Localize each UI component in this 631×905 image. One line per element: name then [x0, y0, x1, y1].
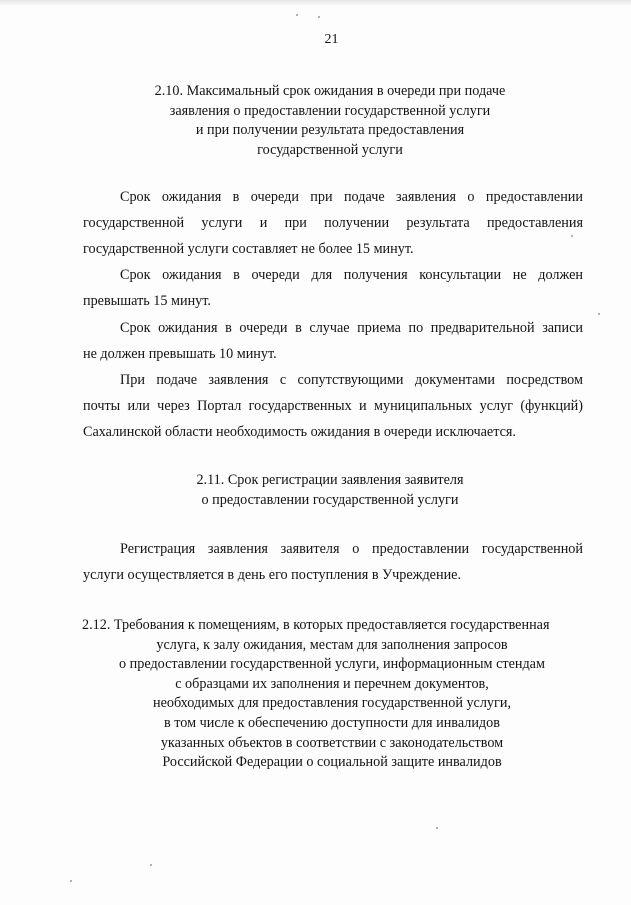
scan-speck [571, 235, 573, 237]
paragraph-appointment-wait [83, 315, 583, 367]
paragraph-line: Срок ожидания в очереди при подаче заявления о предоставлении [120, 189, 583, 205]
heading-line: с образцами их заполнения и перечнем документов, [175, 675, 489, 692]
section-2-10-heading [80, 82, 580, 160]
paragraph-line: государственной услуги составляет не более 15 минут. [83, 241, 414, 258]
page-number: 21 [324, 32, 339, 47]
paragraph-line: Срок ожидания в очереди в случае приема по предварительной записи [120, 320, 583, 336]
scan-speck [436, 827, 438, 829]
paragraph-line: превышать 15 минут. [83, 293, 211, 310]
paragraph-consultation-wait [83, 262, 583, 314]
heading-line: необходимых для предоставления государственной услуги, [153, 695, 511, 712]
heading-line: в том числе к обеспечению доступности для инвалидов [164, 714, 500, 731]
paragraph-line: Срок ожидания в очереди для получения консультации не должен [120, 267, 583, 283]
scan-speck [150, 864, 152, 866]
paragraph-line: Сахалинской области необходимость ожидания в очереди исключается. [83, 424, 516, 441]
heading-line: и при получении результата предоставления [195, 122, 465, 138]
scan-speck [296, 14, 298, 16]
heading-line: 2.10. Максимальный срок ожидания в очереди при подаче [154, 83, 506, 99]
paragraph-line: государственной услуги и при получении результата предоставления [83, 215, 583, 232]
heading-line: о предоставлении государственной услуги, информационным стендам [119, 656, 545, 673]
scan-speck [70, 880, 72, 882]
paragraph-mail-portal [83, 367, 583, 446]
paragraph-registration [83, 536, 583, 588]
heading-line: 2.12. Требования к помещениям, в которых предоставляется государственная [82, 617, 550, 633]
paragraph-line: При подаче заявления с сопутствующими документами посредством [120, 372, 583, 388]
section-2-12-heading [82, 616, 582, 773]
scan-edge-shadow [0, 0, 631, 6]
heading-line: услуга, к залу ожидания, местам для заполнения запросов [156, 636, 508, 653]
scan-speck [318, 16, 320, 18]
heading-line: указанных объектов в соответствии с законодательством [160, 734, 504, 751]
paragraph-line: услуги осуществляется в день его поступления в Учреждение. [83, 567, 462, 584]
heading-line: государственной услуги [257, 141, 403, 158]
paragraph-waiting-time [83, 184, 583, 263]
heading-line: заявления о предоставлении государственной услуги [169, 102, 491, 119]
scan-speck [598, 313, 600, 315]
heading-line: Российской Федерации о социальной защите инвалидов [162, 754, 502, 771]
heading-line: 2.11. Срок регистрации заявления заявителя [196, 472, 464, 488]
paragraph-line: не должен превышать 10 минут. [83, 346, 277, 363]
paragraph-line: Регистрация заявления заявителя о предоставлении государственной [120, 541, 583, 557]
section-2-11-heading [80, 471, 580, 510]
paragraph-line: почты или через Портал государственных и муниципальных услуг (функций) [83, 398, 583, 415]
heading-line: о предоставлении государственной услуги [201, 491, 459, 508]
